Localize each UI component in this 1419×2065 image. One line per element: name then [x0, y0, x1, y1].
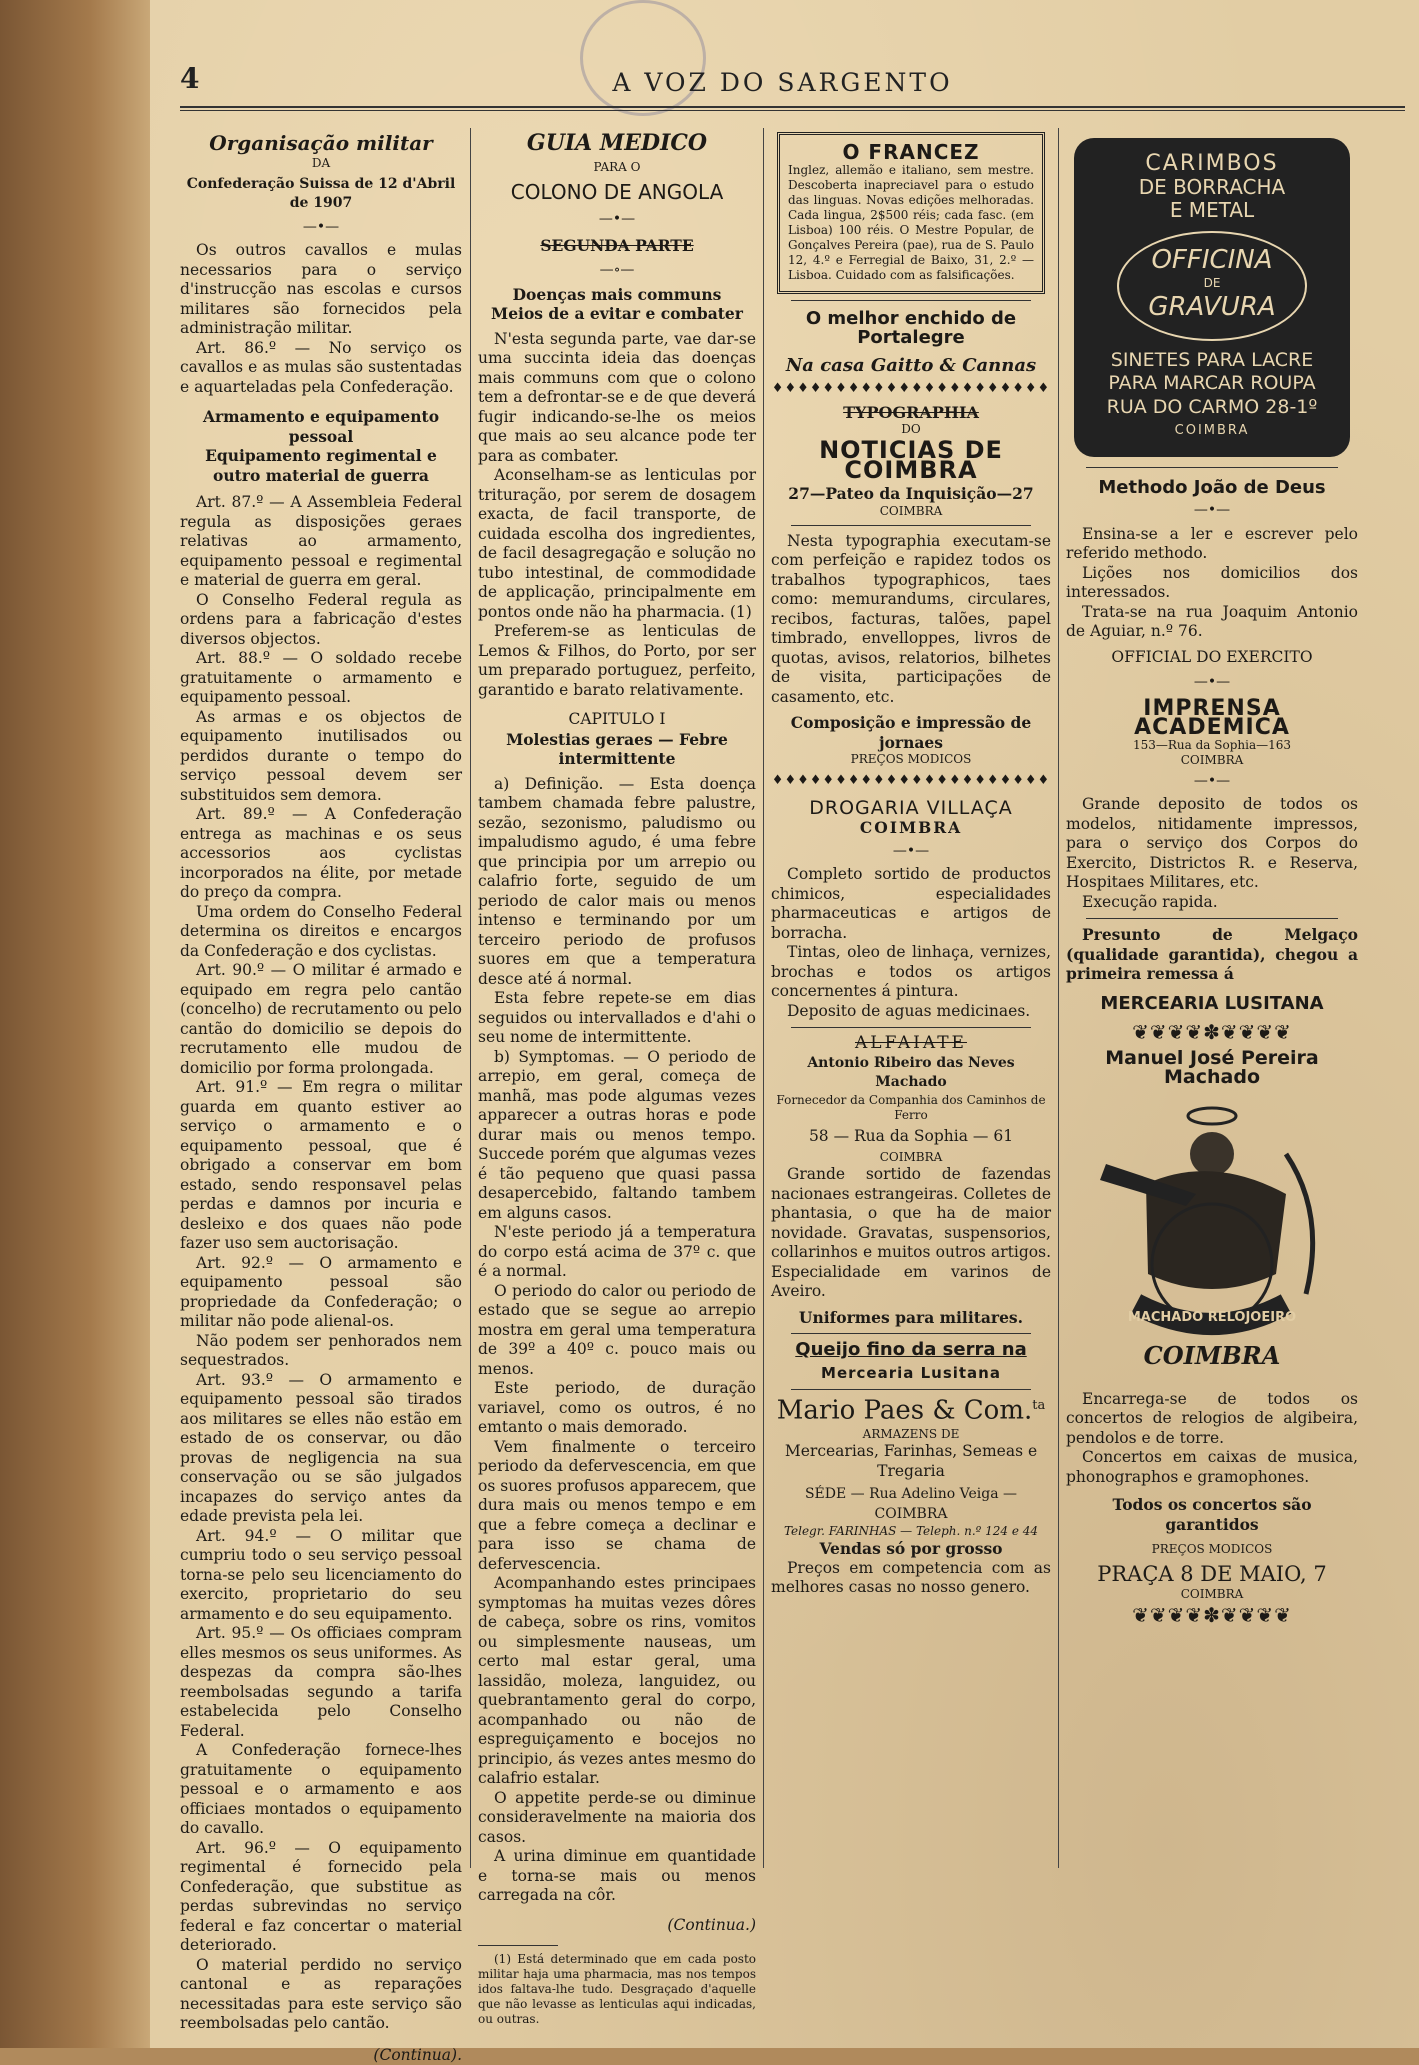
continua-note: (Continua.)	[478, 1916, 756, 1936]
ornament-dash: —•—	[1066, 501, 1358, 521]
paragraph: Art. 86.º — No serviço os cavallos e as mulas são sustentadas e aquarteladas pela Confederação.	[180, 339, 462, 398]
ad-metodo: Methodo João de Deus	[1066, 478, 1358, 498]
paragraph: Art. 90.º — O militar é armado e equipado em regra pelo cantão (concelho) de recrutamento ou pelo cantão do domicilio se depois do recrutamento elle mudou de domicilio por forma prolongada.	[180, 961, 462, 1078]
paragraph: Art. 95.º — Os officiaes compram elles mesmos os seus uniformes. As despezas da compra são-lhes reembolsadas segundo a tarifa estabelecida pelo Conselho Federal.	[180, 1624, 462, 1741]
ornament-dash: —•—	[180, 218, 462, 238]
page-header	[180, 62, 1385, 102]
ad-name: Antonio Ribeiro das Neves Machado	[771, 1054, 1051, 1093]
ad-text: Encarrega-se de todos os concertos de relogios de algibeira, pendolos e de torre.	[1066, 1390, 1358, 1449]
column-advertisements-right	[1066, 128, 1358, 1868]
ad-title: O FRANCEZ	[788, 143, 1034, 163]
ad-presunto: Presunto de Melgaço (qualidade garantida), chegou a primeira remessa á	[1066, 925, 1358, 984]
page-binding-edge	[0, 0, 150, 2048]
article-title: GUIA MEDICO	[478, 134, 756, 154]
paragraph: Não podem ser penhorados nem sequestrados.	[180, 1332, 462, 1371]
header-rule	[180, 106, 1405, 108]
column-advertisements	[771, 128, 1051, 1868]
section-heading: Doenças mais communs	[478, 285, 756, 305]
ad-engraving-carimbos	[1074, 138, 1350, 457]
engr-line: OFFICINA	[1119, 251, 1305, 271]
paragraph: Preferem-se as lenticulas de Lemos & Filhos, do Porto, por ser um preparado portuguez, perfeito, garantido e barato relativamente.	[478, 622, 756, 700]
ad-mario-sup: ta	[1032, 1398, 1045, 1413]
paragraph: N'esta segunda parte, vae dar-se uma succinta ideia das doenças mais communs com que o colono tem a defrontar-se e de que deverá fugir indicando-se-lhe os meios que mais ao seu alcance pode ter para as combater.	[478, 330, 756, 467]
ad-alfaiate: ALFAIATE	[771, 1034, 1051, 1054]
paragraph: Art. 91.º — Em regra o militar guarda em quanto estiver ao serviço o armamento e o equipamento pessoal, que é obrigado a conservar em bom estado, sendo responsavel pelas perdas e damnos por incuria e desleixo e dos quaes não pode fazer uso sem auctorisação.	[180, 1078, 462, 1254]
paragraph: A urina diminue em quantidade e torna-se mais ou menos carregada na côr.	[478, 1847, 756, 1906]
header-rule-thin	[180, 110, 1405, 111]
paragraph: Art. 93.º — O armamento e equipamento pessoal são tirados aos militares se elles não estão em estado de os conservar, ou dão provas de negligencia na sua conservação ou se são julgados incapazes do serviço antes da edade prevista pela lei.	[180, 1371, 462, 1527]
woodcut-city: COIMBRA	[1086, 1346, 1338, 1366]
rule	[791, 1027, 1031, 1028]
ad-text: Execução rapida.	[1066, 893, 1358, 913]
ad-text: Concertos em caixas de musica, phonographos e gramophones.	[1066, 1448, 1358, 1487]
ornament-scroll: ❦❦❦❦✽❦❦❦❦	[1066, 1606, 1358, 1626]
ad-garantidos: Todos os concertos são garantidos	[1066, 1495, 1358, 1534]
ad-sede: SÉDE — Rua Adelino Veiga — COIMBRA	[771, 1485, 1051, 1524]
ornament-row: ♦♦♦♦♦♦♦♦♦♦♦♦♦♦♦♦♦♦♦♦♦♦	[771, 379, 1051, 399]
ad-text: Deposito de aguas medicinaes.	[771, 1002, 1051, 1022]
article-subtitle: Confederação Suissa de 12 d'Abril de 1907	[180, 175, 462, 214]
rule	[791, 1389, 1031, 1390]
paragraph: A Confederação fornece-lhes gratuitamente o equipamento pessoal e o armamento e aos officiaes montados o equipamento do cavallo.	[180, 1741, 462, 1839]
ad-address: 27—Pateo da Inquisição—27	[771, 484, 1051, 504]
paragraph: Art. 92.º — O armamento e equipamento pessoal são propriedade da Confederação; o militar não pode alienal-os.	[180, 1254, 462, 1332]
ad-text: Lições nos domicilios dos interessados.	[1066, 564, 1358, 603]
ad-do: DO	[771, 422, 1051, 437]
ornament-row: ♦♦♦♦♦♦♦♦♦♦♦♦♦♦♦♦♦♦♦♦♦♦	[771, 771, 1051, 791]
ad-city: COIMBRA	[771, 818, 1051, 838]
article-da: DA	[180, 156, 462, 171]
ad-composicao: Composição e impressão de jornaes	[771, 713, 1051, 752]
ad-mario-paes	[771, 1396, 1051, 1421]
ad-telegrafo: Telegr. FARINHAS — Teleph. n.º 124 e 44	[771, 1524, 1051, 1539]
paragraph: O Conselho Federal regula as ordens para a fabricação d'estes diversos objectos.	[180, 591, 462, 650]
ad-manuel-jose: Manuel José Pereira Machado	[1066, 1049, 1358, 1088]
paragraph: Esta febre repete-se em dias seguidos ou intervallados e d'ahi o seu nome de intermittente.	[478, 989, 756, 1048]
continua-note: (Continua).	[180, 2046, 462, 2065]
ad-precos: PREÇOS MODICOS	[771, 752, 1051, 767]
ad-noticias-de-coimbra: NOTICIAS DE COIMBRA	[771, 441, 1051, 480]
ad-city: COIMBRA	[771, 504, 1051, 519]
ornament-scroll: ❦❦❦❦✽❦❦❦❦	[1066, 1023, 1358, 1043]
ad-city: COIMBRA	[1066, 753, 1358, 768]
section-heading: Armamento e equipamento pessoal	[180, 407, 462, 446]
ad-text: Tintas, oleo de linhaça, vernizes, brochas e todos os artigos concernentes á pintura.	[771, 943, 1051, 1002]
ad-text: Grande deposito de todos os modelos, nitidamente impressos, para o serviço dos Corpos do Exercito, Districtos R. e Reserva, Hospitaes Militares, etc.	[1066, 795, 1358, 893]
ad-mercearia-lusitana: Mercearia Lusitana	[771, 1364, 1051, 1384]
column-divider	[763, 128, 764, 1868]
article-subtitle: COLONO DE ANGOLA	[478, 183, 756, 203]
engr-line: SINETES PARA LACRE	[1080, 351, 1344, 371]
paragraph: N'este periodo já a temperatura do corpo está acima de 37º c. que é a normal.	[478, 1223, 756, 1282]
engr-line: RUA DO CARMO 28-1º	[1080, 398, 1344, 418]
angel-trumpet-illustration	[1086, 1094, 1338, 1384]
ad-text: Ensina-se a ler e escrever pelo referido methodo.	[1066, 525, 1358, 564]
paragraph: Art. 87.º — A Assembleia Federal regula as disposições geraes relativas ao armamento, equipamento pessoal e regimental e material de guerra em geral.	[180, 493, 462, 591]
column-divider	[1058, 128, 1059, 1868]
paragraph: b) Symptomas. — O periodo de arrepio, em geral, começa de manhã, mas pode algumas vezes apparecer a outras horas e pode durar mais ou menos tempo. Succede porém que algumas vezes é tão pequeno que quasi passa desapercebido, faltando tambem em alguns casos.	[478, 1048, 756, 1224]
paragraph: As armas e os objectos de equipamento inutilisados ou perdidos durante o tempo do serviço pessoal devem ser substituidos sem demora.	[180, 708, 462, 806]
ad-vendas: Vendas só por grosso	[771, 1539, 1051, 1559]
ad-mercearias: Mercearias, Farinhas, Semeas e Tregaria	[771, 1442, 1051, 1481]
rule	[791, 1333, 1031, 1334]
paragraph: O material perdido no serviço cantonal e as reparações necessitadas para este serviço são reembolsadas pelo cantão.	[180, 1956, 462, 2034]
paragraph: Art. 96.º — O equipamento regimental é fornecido pela Confederação, que substitue as perdas subrevindas no serviço federal e faz concertar o material deteriorado.	[180, 1839, 462, 1956]
engr-line: E METAL	[1080, 201, 1344, 221]
watchmaker-woodcut	[1086, 1094, 1338, 1384]
footnote-rule	[478, 1945, 558, 1946]
engr-line: DE	[1119, 274, 1305, 294]
ad-imprensa-academica: IMPRENSA ACADEMICA	[1066, 699, 1358, 738]
paragraph: O periodo do calor ou periodo de estado que se segue ao arrepio mostra em geral uma temperatura de 39º a 40º c. pouco mais ou menos.	[478, 1282, 756, 1380]
ornament-dash: —•—	[1066, 772, 1358, 792]
ad-official: OFFICIAL DO EXERCITO	[1066, 648, 1358, 668]
ad-mario-name: Mario Paes & Com.	[777, 1396, 1032, 1426]
ornament-dash: —•—	[1066, 673, 1358, 693]
part-heading: SEGUNDA PARTE	[478, 236, 756, 256]
ornament-dash: —•—	[478, 210, 756, 230]
paragraph: Uma ordem do Conselho Federal determina os direitos e encargos da Confederação e dos cyclistas.	[180, 903, 462, 962]
engr-line: PARA MARCAR ROUPA	[1080, 374, 1344, 394]
paragraph: a) Definição. — Esta doença tambem chamada febre palustre, sezão, sezonismo, paludismo ou impaludismo agudo, é uma febre que principia por um arrepio ou calafrio forte, seguido de um periodo de calor mais ou menos intenso e terminando por um terceiro periodo de profusos suores em que a temperatura desce até á normal.	[478, 775, 756, 990]
paragraph: Art. 88.º — O soldado recebe gratuitamente o armamento e equipamento pessoal.	[180, 649, 462, 708]
rule	[1086, 467, 1338, 468]
article-title: Organisação militar	[180, 134, 462, 154]
ad-text: Trata-se na rua Joaquim Antonio de Aguiar, n.º 76.	[1066, 603, 1358, 642]
engr-oval	[1117, 231, 1307, 341]
ad-address: 153—Rua da Sophia—163	[1066, 738, 1358, 753]
column-divider	[470, 128, 471, 1868]
paragraph: Os outros cavallos e mulas necessarios para o serviço d'instrucção nas escolas e cursos militares são fornecidos pela administração militar.	[180, 241, 462, 339]
article-para-o: PARA O	[478, 160, 756, 175]
ad-typographia: TYPOGRAPHIA	[771, 403, 1051, 423]
paragraph: Este periodo, de duração variavel, como os outros, é no emtanto o mais demorado.	[478, 1379, 756, 1438]
woodcut-arc-text: MACHADO RELOJOEIRO	[1086, 1308, 1338, 1328]
rule	[791, 300, 1031, 301]
ad-text: Preços em competencia com as melhores casas no nosso genero.	[771, 1559, 1051, 1598]
paragraph: O appetite perde-se ou diminue consideravelmente na maioria dos casos.	[478, 1789, 756, 1848]
footnote: (1) Está determinado que em cada posto militar haja uma pharmacia, mas nos tempos idos faltava-lhe tudo. Desgraçado d'aquelle que não levasse as lenticulas aqui indicadas, ou outras.	[478, 1952, 756, 2027]
engr-line: GRAVURA	[1119, 298, 1305, 318]
page-number: 4	[180, 62, 199, 95]
ad-city: COIMBRA	[771, 1150, 1051, 1165]
ad-casa: Na casa Gaitto & Cannas	[771, 356, 1051, 376]
chapter-heading: CAPITULO I	[478, 710, 756, 730]
ad-text: Inglez, allemão e italiano, sem mestre. Descoberta inapreciavel para o estudo das linguas. Novas edições melhoradas. Cada lingua, 2$500 réis; cada fasc. (em Lisboa) 100 réis. O Mestre Popular, de Gonçalves Pereira (pae), rua de S. Paulo 12, 4.º e Ferregial de Baixo, 31, 2.º — Lisboa. Cuidado com as falsificações.	[788, 163, 1034, 283]
column-guia-medico	[478, 128, 756, 1868]
ad-armazens: ARMAZENS DE	[771, 1427, 1051, 1442]
ad-mercearia-lusitana: MERCEARIA LUSITANA	[1066, 994, 1358, 1014]
engr-line: DE BORRACHA	[1080, 178, 1344, 198]
paragraph: Acompanhando estes principaes symptomas ha muitas vezes dôres de cabeça, sobre os rins, vomitos ou simplesmente nauseas, um certo mal estar geral, uma lassidão, moleza, languidez, ou quebrantamento geral do corpo, acompanhado ou não de espreguiçamento e bocejos no principio, ás vezes antes mesmo do calafrio estalar.	[478, 1574, 756, 1789]
ad-precos: PREÇOS MODICOS	[1066, 1542, 1358, 1557]
paragraph: Art. 89.º — A Confederação entrega as machinas e os seus accessorios aos cyclistas incorporados na élite, por metade do preço da compra.	[180, 805, 462, 903]
ad-praca: PRAÇA 8 DE MAIO, 7	[1066, 1565, 1358, 1585]
rule	[1086, 918, 1338, 919]
chapter-title: Molestias geraes — Febre intermittente	[478, 730, 756, 769]
ad-text: Nesta typographia executam-se com perfeição e rapidez todos os trabalhos typographicos, taes como: memurandums, circulares, recibos, facturas, talões, papel timbrado, envelloppes, livros de quotas, avisos, relatorios, bilhetes de visita, participações de casamento, etc.	[771, 532, 1051, 708]
paragraph: Aconselham-se as lenticulas por trituração, por serem de dosagem exacta, de facil transporte, de cuidada escolha dos ingredientes, de facil desagregação e solução no tubo intestinal, de commodidade de applicação, principalmente em pontos onde não ha pharmacia. (1)	[478, 466, 756, 622]
ad-queijo: Queijo fino da serra na	[771, 1340, 1051, 1360]
engr-line: COIMBRA	[1080, 421, 1344, 441]
ad-fornecedor: Fornecedor da Companhia dos Caminhos de Ferro	[771, 1093, 1051, 1123]
ad-city: COIMBRA	[1066, 1587, 1358, 1602]
paragraph: Vem finalmente o terceiro periodo da defervescencia, em que os suores profusos apparecem, que dura mais ou menos tempo e em que a febre começa a declinar e para isso se chama de defervescencia.	[478, 1438, 756, 1575]
section-heading: Meios de a evitar e combater	[478, 304, 756, 324]
ad-text: Completo sortido de productos chimicos, especialidades pharmaceuticas e artigos de borracha.	[771, 865, 1051, 943]
ad-o-francez	[777, 132, 1045, 294]
section-heading: Equipamento regimental e outro material de guerra	[180, 446, 462, 485]
ad-address: 58 — Rua da Sophia — 61	[771, 1127, 1051, 1147]
column-organisacao-militar	[180, 128, 462, 1868]
ad-enchido: O melhor enchido de Portalegre	[771, 309, 1051, 348]
ornament-dash: —∘—	[478, 261, 756, 281]
engr-line: CARIMBOS	[1080, 154, 1344, 174]
ornament-dash: —•—	[771, 842, 1051, 862]
masthead: A VOZ DO SARGENTO	[180, 68, 1385, 97]
paragraph: Art. 94.º — O militar que cumpriu todo o seu serviço pessoal torna-se pelo seu licenciamento do exercito, proprietario do seu armamento e do seu equipamento.	[180, 1527, 462, 1625]
ad-drogaria: DROGARIA VILLAÇA	[771, 799, 1051, 819]
ad-text: Grande sortido de fazendas nacionaes estrangeiras. Colletes de phantasia, o que ha de maior novidade. Gravatas, suspensorios, collarinhos e muitos outros artigos. Especialidade em varinos de Aveiro.	[771, 1165, 1051, 1302]
ad-uniformes: Uniformes para militares.	[771, 1308, 1051, 1328]
rule	[791, 525, 1031, 526]
